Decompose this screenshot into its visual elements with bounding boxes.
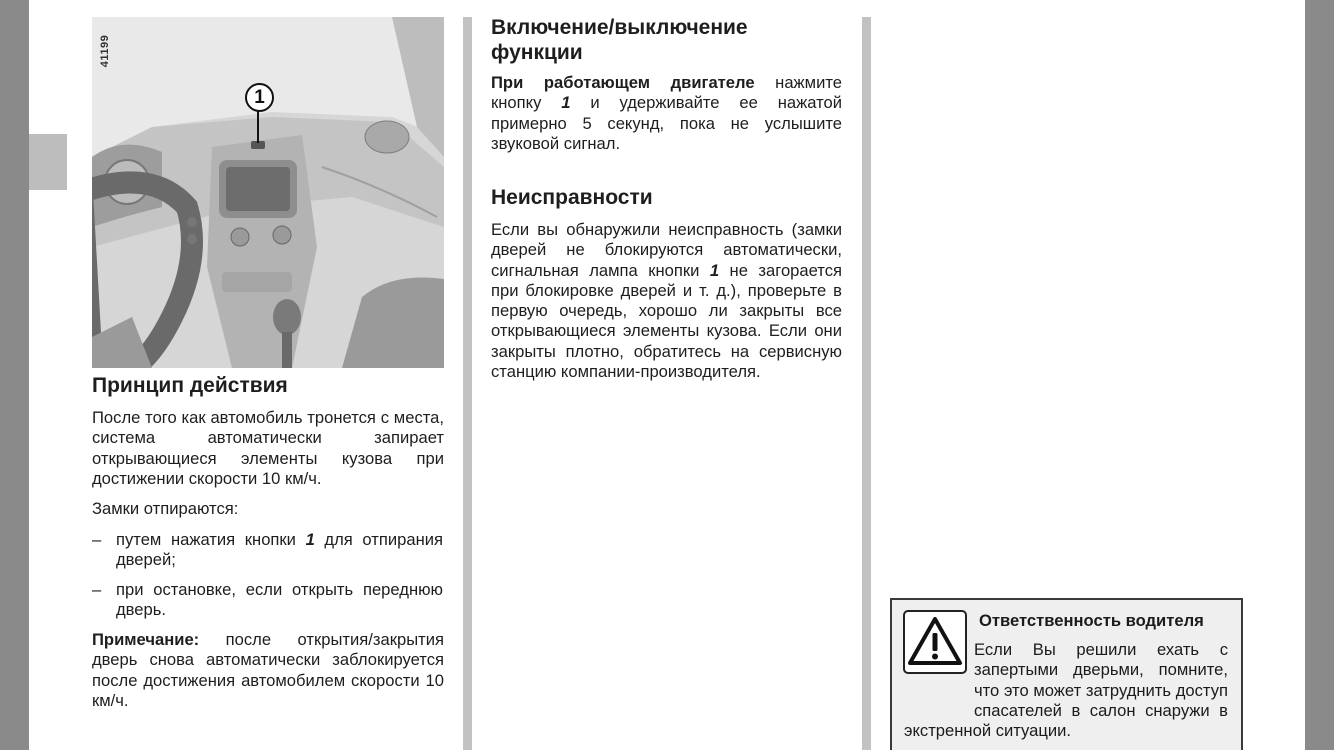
- column-separator: [862, 17, 871, 750]
- locks-label: Замки отпираются:: [92, 499, 239, 518]
- manual-page: [29, 0, 1305, 750]
- figure-number: 41199: [99, 34, 112, 68]
- note-label: Примечание:: [92, 630, 200, 649]
- note-paragraph: Примечание: после открытия/закрытия дверь снова автоматически заблокируется после достижения автомобилем скорости 10 км/ч.: [92, 630, 444, 710]
- warning-box: [890, 598, 1243, 750]
- list-dash: –: [92, 530, 102, 549]
- principle-paragraph: После того как автомобиль тронется с места, система автоматически запирает открывающиеся элементы кузова при достижении скорости 10 км/ч.: [92, 408, 444, 488]
- dashboard-illustration: [92, 17, 444, 368]
- faults-paragraph: Если вы обнаружили неисправность (замки дверей не блокируются автоматически, сигнальная лампа кнопки 1 не загорается при блокировке дверей и т. д.), проверьте в первую очередь, хорошо ли закрыты все открывающиеся элементы кузова. Если они закрыты плотно, обратитесь на сервисную станцию компании-производителя.: [491, 220, 843, 382]
- button-ref: 1: [709, 260, 720, 280]
- list-item: – при остановке, если открыть переднюю дверь.: [92, 580, 443, 620]
- dashboard-photo: [92, 17, 444, 368]
- list-dash: –: [92, 580, 102, 599]
- toggle-paragraph: При работающем двигателе нажмите кнопку 1 и удерживайте ее нажатой примерно 5 секунд, пока не услышите звуковой сигнал.: [491, 73, 842, 153]
- callout-marker: 1: [245, 83, 274, 112]
- section-heading-toggle: Включение/выключение функции: [491, 16, 748, 64]
- column-separator: [463, 17, 472, 750]
- list-item: – путем нажатия кнопки 1 для отпирания дверей;: [92, 530, 443, 570]
- warning-title: Ответственность водителя: [979, 611, 1204, 630]
- section-heading-principle: Принцип действия: [92, 374, 288, 397]
- section-heading-faults: Неисправности: [491, 186, 653, 209]
- button-ref: 1: [305, 530, 315, 549]
- warning-text: Если Вы решили ехать с запертыми дверьми, помните, что это может затруднить доступ спасателей в салон снаружи в экстренной ситуации.: [904, 640, 1228, 741]
- chapter-tab: [29, 134, 67, 190]
- button-ref: 1: [561, 93, 571, 113]
